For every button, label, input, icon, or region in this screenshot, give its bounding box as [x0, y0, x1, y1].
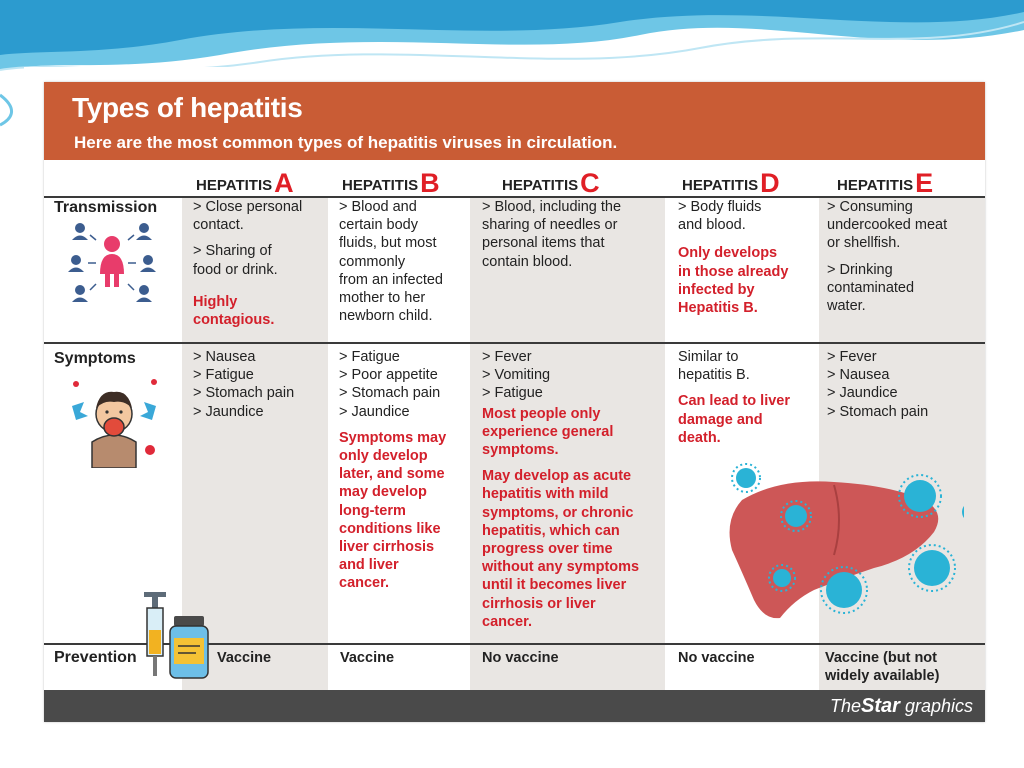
symptoms-c-highlight-2: hepatitis, which can [482, 522, 620, 539]
transmission-a-line: contact. [193, 217, 244, 234]
transmission-a-line: food or drink. [193, 261, 278, 278]
prevention-e-value: widely available) [825, 668, 940, 685]
symptoms-b-highlight: long-term [339, 502, 406, 519]
prevention-e [825, 649, 981, 685]
symptoms-d-highlight: damage and [678, 411, 763, 428]
symptoms-c-highlight-2: hepatitis with mild [482, 486, 609, 503]
transmission-b-line: certain body [339, 217, 418, 234]
symptoms-c-highlight: Most people only [482, 405, 601, 422]
symptoms-c-highlight-2: progress over time [482, 541, 613, 558]
transmission-a-highlight: Highly [193, 293, 238, 310]
transmission-a-highlight: contagious. [193, 312, 275, 329]
prevention-d [678, 649, 816, 667]
header-hepatitis-d: HEPATITISD [682, 168, 780, 198]
transmission-b-line: commonly [339, 253, 406, 270]
symptoms-b-highlight: and liver [339, 557, 399, 574]
symptoms-b-line: > Fatigue [339, 349, 400, 365]
symptoms-e-line: > Stomach pain [827, 403, 929, 420]
transmission-d-line: > Body fluids [678, 199, 762, 215]
transmission-b-line: fluids, but most [339, 235, 437, 252]
transmission-b-line: newborn child. [339, 308, 433, 325]
transmission-c-line: contain blood. [482, 253, 573, 270]
header-hepatitis-b: HEPATITISB [342, 168, 440, 198]
symptoms-b-highlight: cancer. [339, 575, 389, 592]
header-hepatitis-c: HEPATITISC [502, 168, 600, 198]
row-divider-transmission [44, 342, 985, 344]
symptoms-e-line: > Fever [827, 349, 877, 365]
sick-person-icon [66, 372, 162, 468]
transmission-e-line: undercooked meat [827, 217, 948, 234]
transmission-b-line: from an infected [339, 271, 443, 288]
transmission-a-line: > Sharing of [193, 243, 272, 260]
symptoms-b-highlight: Symptoms may [339, 429, 447, 446]
symptoms-b-line: > Stomach pain [339, 385, 441, 402]
transmission-c-line: > Blood, including the [482, 199, 622, 215]
symptoms-b-highlight: conditions like [339, 520, 441, 537]
prevention-d-value: No vaccine [678, 650, 755, 666]
symptoms-c-highlight: symptoms. [482, 442, 559, 459]
brand-the: The [830, 696, 862, 716]
vaccine-syringe-icon [136, 590, 212, 686]
symptoms-b-highlight: only develop [339, 448, 428, 465]
symptoms-a [193, 348, 328, 421]
symptoms-d-line: Similar to [678, 349, 739, 365]
row-label-symptoms: Symptoms [54, 350, 136, 367]
symptoms-c-line: > Fever [482, 349, 532, 365]
symptoms-b-line: > Poor appetite [339, 367, 438, 384]
transmission-d [678, 198, 818, 325]
symptoms-b-line: > Jaundice [339, 403, 410, 420]
symptoms-e [827, 348, 983, 421]
symptoms-a-line: > Jaundice [193, 403, 264, 420]
symptoms-c [482, 348, 664, 639]
symptoms-b-highlight: liver cirrhosis [339, 539, 435, 556]
symptoms-c-highlight: experience general [482, 423, 614, 440]
infographic-subtitle: Here are the most common types of hepatitis viruses in circulation. [74, 133, 618, 152]
symptoms-c-highlight-2: May develop as acute [482, 468, 632, 485]
transmission-e-line: contaminated [827, 279, 915, 296]
transmission-d-highlight: Only develops [678, 245, 778, 262]
symptoms-e-line: > Nausea [827, 367, 890, 384]
prevention-a [217, 649, 327, 667]
symptoms-d-line: hepatitis B. [678, 367, 750, 384]
symptoms-d-highlight: Can lead to liver [678, 393, 791, 410]
transmission-e [827, 198, 983, 323]
brand-star: Star [861, 695, 900, 717]
symptoms-c-line: > Vomiting [482, 367, 551, 384]
symptoms-b-highlight: later, and some [339, 466, 445, 483]
transmission-e-line: > Drinking [827, 261, 893, 278]
transmission-c-line: personal items that [482, 235, 605, 252]
prevention-b [340, 649, 468, 667]
symptoms-a-line: > Stomach pain [193, 385, 295, 402]
people-network-icon [66, 218, 158, 306]
symptoms-c-highlight-2: without any symptoms [482, 559, 640, 576]
symptoms-a-line: > Fatigue [193, 367, 254, 384]
symptoms-c-highlight-2: cancer. [482, 613, 532, 630]
prevention-c-value: No vaccine [482, 650, 559, 666]
prevention-c [482, 649, 662, 667]
footer-bar [44, 690, 985, 722]
title-band [44, 82, 985, 160]
row-label-prevention: Prevention [54, 649, 137, 666]
liver-virus-illustration [684, 460, 964, 625]
transmission-b-line: mother to her [339, 290, 426, 307]
symptoms-a-line: > Nausea [193, 349, 256, 365]
prevention-e-value: Vaccine (but not [825, 650, 937, 666]
row-label-transmission: Transmission [54, 199, 158, 216]
symptoms-c-highlight-2: until it becomes liver [482, 577, 627, 594]
prevention-b-value: Vaccine [340, 650, 395, 666]
brand-graphics: graphics [899, 696, 973, 716]
transmission-c [482, 198, 664, 271]
transmission-b [339, 198, 469, 325]
infographic-title: Types of hepatitis [72, 92, 303, 123]
transmission-e-line: water. [827, 298, 866, 315]
transmission-d-highlight: in those already [678, 263, 789, 280]
symptoms-b-highlight: may develop [339, 484, 427, 501]
symptoms-c-line: > Fatigue [482, 385, 543, 402]
prevention-a-value: Vaccine [217, 650, 272, 666]
hepatitis-infographic [44, 82, 985, 722]
transmission-b-line: > Blood and [339, 199, 417, 215]
header-hepatitis-e: HEPATITISE [837, 168, 934, 198]
transmission-e-line: > Consuming [827, 199, 913, 215]
symptoms-d [678, 348, 818, 455]
transmission-c-line: sharing of needles or [482, 217, 618, 234]
transmission-a [193, 198, 328, 337]
transmission-d-line: and blood. [678, 217, 746, 234]
transmission-d-highlight: Hepatitis B. [678, 300, 758, 317]
transmission-e-line: or shellfish. [827, 235, 901, 252]
symptoms-c-highlight-2: cirrhosis or liver [482, 595, 596, 612]
symptoms-d-highlight: death. [678, 429, 721, 446]
transmission-a-line: > Close personal [193, 199, 303, 215]
symptoms-b [339, 348, 469, 601]
transmission-d-highlight: infected by [678, 281, 755, 298]
header-hepatitis-a: HEPATITISA [196, 168, 294, 198]
symptoms-c-highlight-2: symptoms, or chronic [482, 504, 634, 521]
thestar-graphics-credit [830, 695, 973, 718]
symptoms-e-line: > Jaundice [827, 385, 898, 402]
